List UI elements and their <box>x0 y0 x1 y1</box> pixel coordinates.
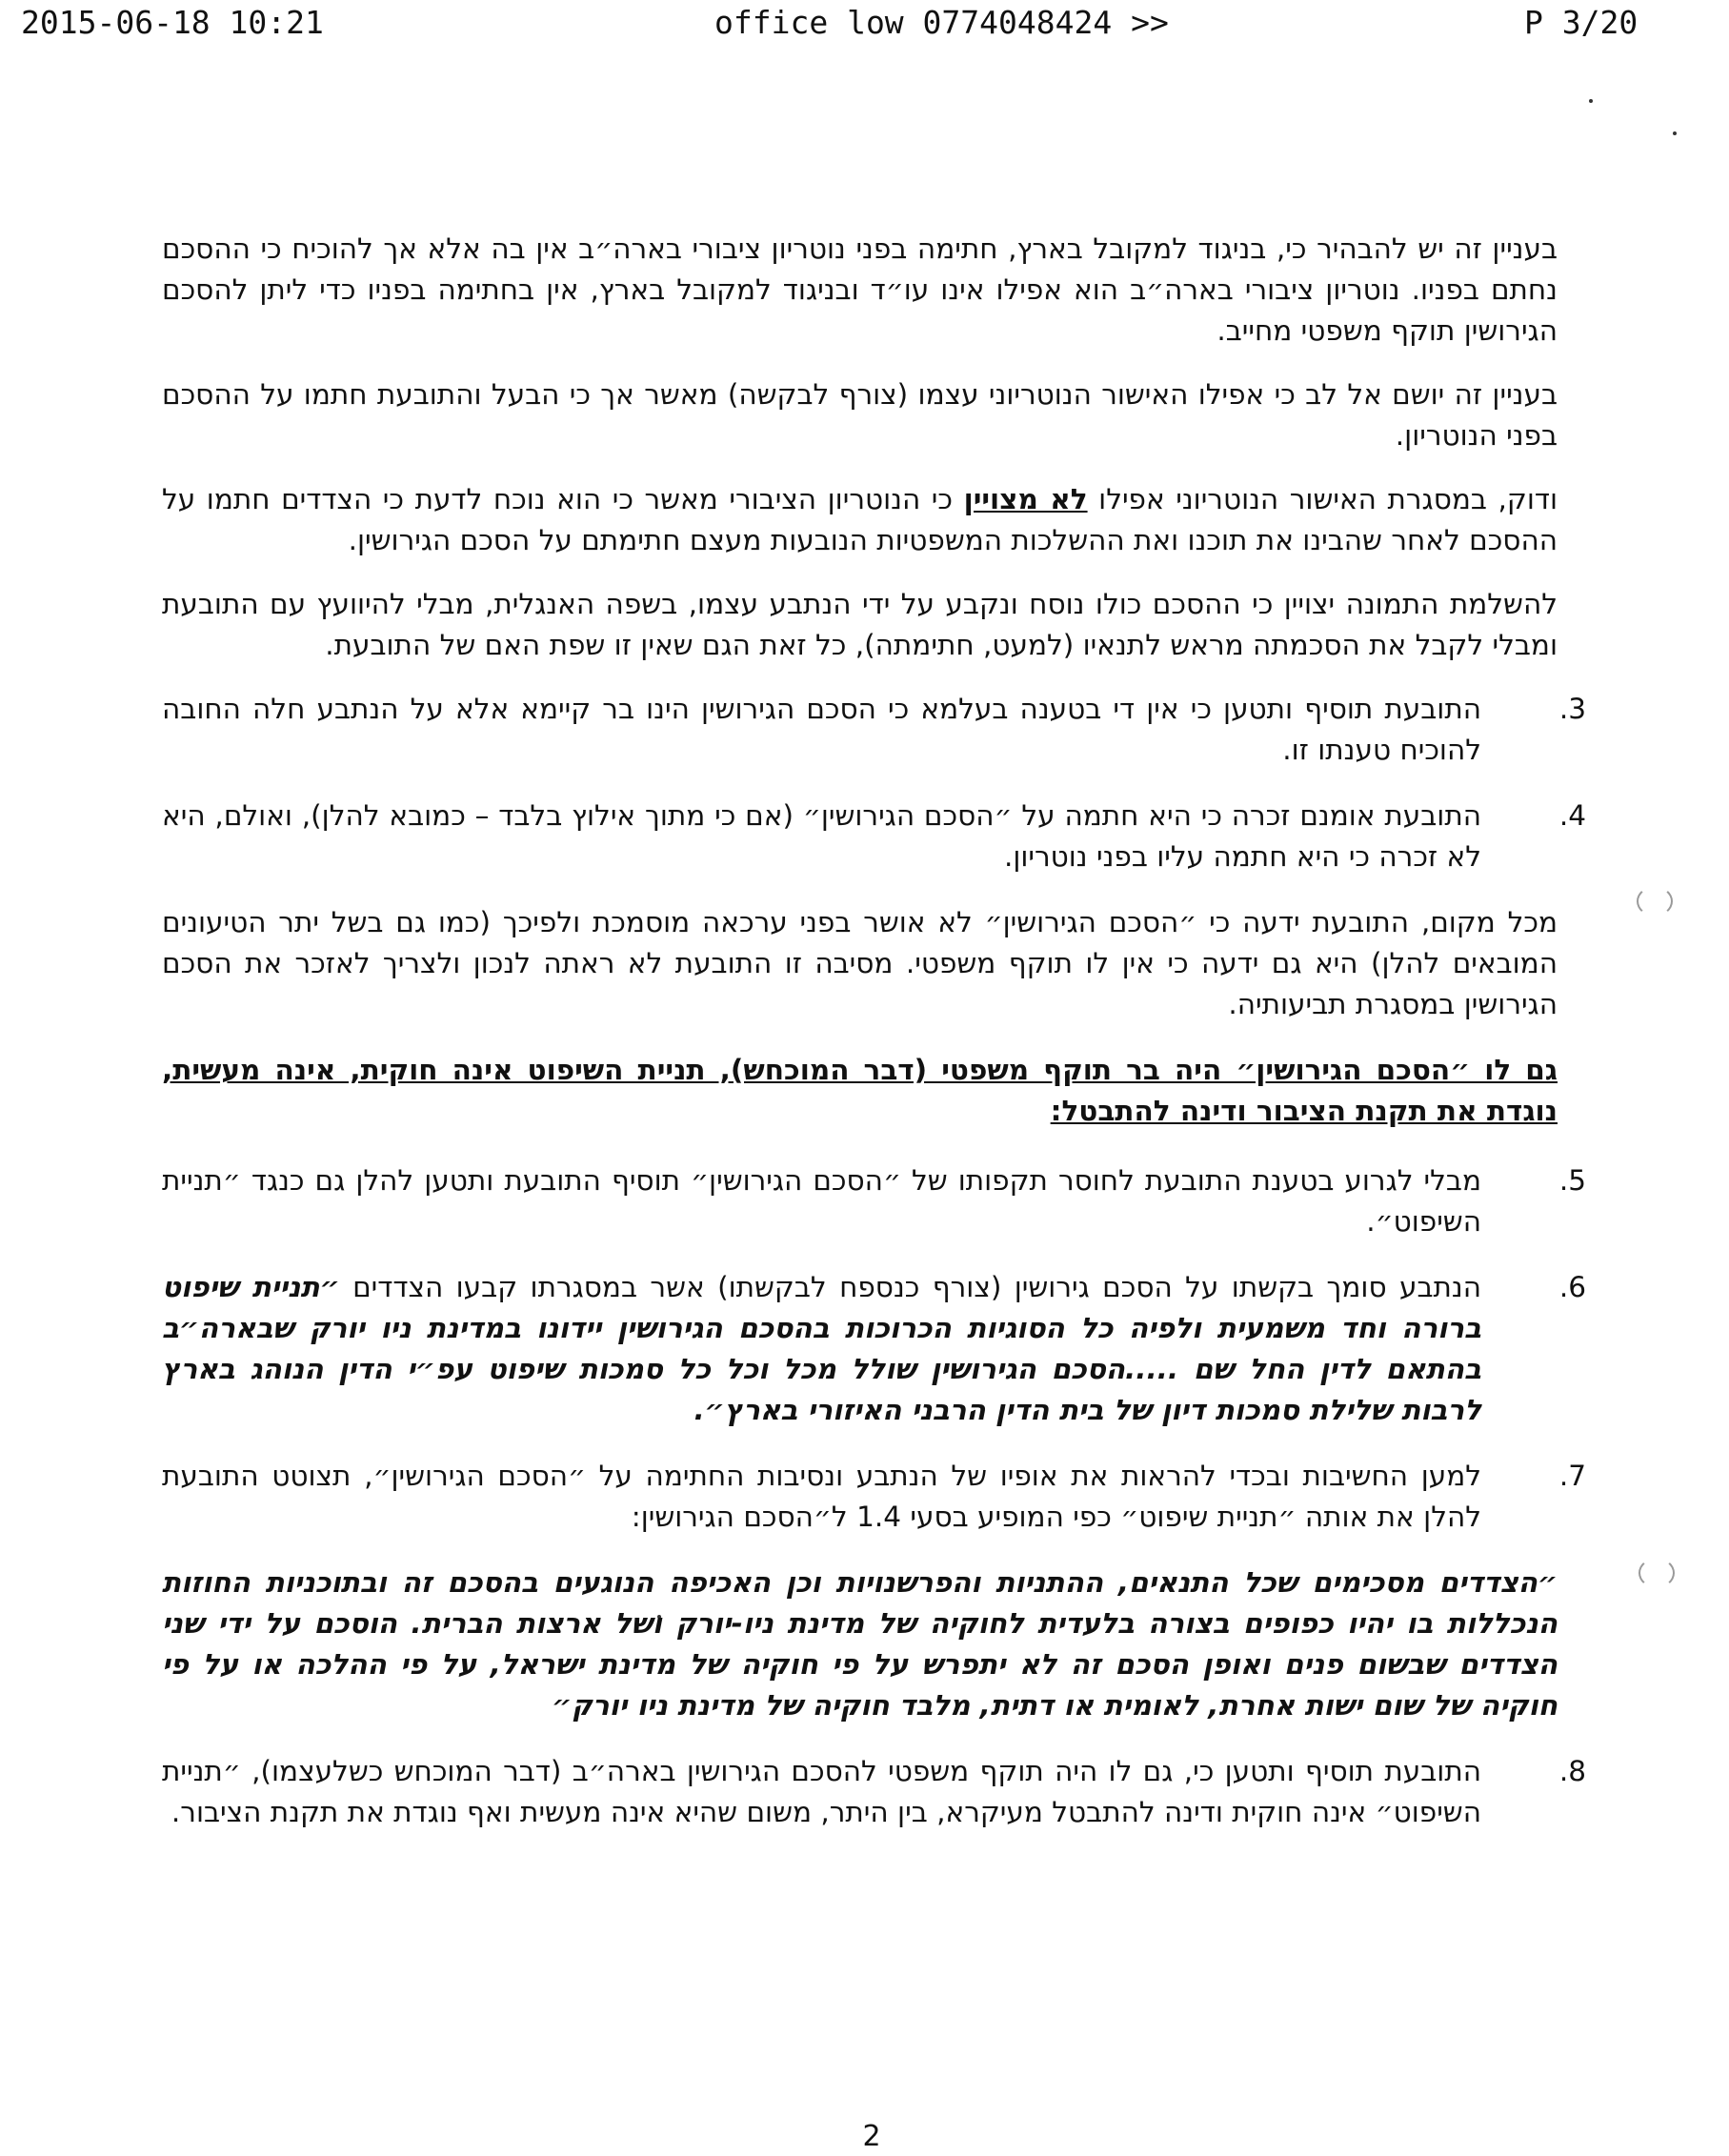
item-text: למען החשיבות ובכדי להראות את אופיו של הנתבע ונסיבות החתימה על ״הסכם הגירושין״, תצוטט התובעת להלן את אותה ״תניית שיפוט״ כפי המופיע בסעי 1.4 ל״הסכם הגירושין: <box>162 1460 1481 1533</box>
item-text: התובעת תוסיף ותטען כי אין די בטענה בעלמא כי הסכם הגירושין הינו בר קיימא אלא על הנתבע חלה החובה להוכיח טענתו זו. <box>162 693 1481 766</box>
fax-header <box>0 0 1729 57</box>
punch-hole-mark <box>1637 886 1673 917</box>
scan-speck <box>1589 99 1593 103</box>
numbered-item-8 <box>162 1751 1586 1833</box>
fax-datetime: 2015-06-18 10:21 <box>21 4 324 41</box>
numbered-item-5 <box>162 1160 1586 1242</box>
paragraph-completion: להשלמת התמונה יצויין כי ההסכם כולו נוסח ונקבע על ידי הנתבע עצמו, בשפה האנגלית, מבלי להיוועץ עם התובעת ומבלי לקבל את הסכמתה מראש לתנאיו (למעט, חתימתה), כל זאת הגם שאין זו שפת האם של התובעת. <box>162 588 1558 661</box>
numbered-item-6 <box>162 1267 1586 1431</box>
document-body <box>162 229 1586 1858</box>
item-text: מבלי לגרוע בטענת התובעת לחוסר תקפותו של ״הסכם הגירושין״ תוסיף התובעת ותטען להלן גם כנגד ״תניית השיפוט״. <box>162 1164 1481 1238</box>
paragraph-notary: בעניין זה יש להבהיר כי, בניגוד למקובל בארץ, חתימה בפני נוטריון ציבורי בארה״ב אין בה אלא אך להוכיח כי ההסכם נחתם בפניו. נוטריון ציבורי בארה״ב הוא אפילו אינו עו״ד ובניגוד למקובל בארץ, אין בחתימה בפניו כדי ליתן להסכם הגירושין תוקף משפטי מחייב. <box>162 232 1558 347</box>
paragraph-text: ודוק, במסגרת האישור הנוטריוני אפילו <box>1098 483 1558 515</box>
numbered-item-4 <box>162 796 1586 877</box>
item-text: התובעת אומנם זכרה כי היא חתמה על ״הסכם הגירושין״ (אם כי מתוך אילוץ בלבד – כמובא להלן), ואולם, היא לא זכרה כי היא חתמה עליו בפני נוטריון. <box>162 799 1481 873</box>
paragraph-notarial-approval: בעניין זה יושם אל לב כי אפילו האישור הנוטריוני עצמו (צורף לבקשה) מאשר אך כי הבעל והתובעת חתמו על ההסכם בפני הנוטריון. <box>162 378 1558 452</box>
item-number: .7 <box>1558 1460 1586 1492</box>
fax-sender: office low 0774048424 >> <box>714 4 1169 41</box>
numbered-item-3 <box>162 689 1586 771</box>
section-heading: גם לו ״הסכם הגירושין״ היה בר תוקף משפטי (דבר המוכחש), תניית השיפוט אינה חוקית, אינה מעשית, נוגדת את תקנת הציבור ודינה להתבטל: <box>162 1054 1558 1127</box>
item-text: התובעת תוסיף ותטען כי, גם לו היה תוקף משפטי להסכם הגירושין בארה״ב (דבר המוכחש כשלעצמו), ״תניית השיפוט״ אינה חוקית ודינה להתבטל מעיקרא, בין היתר, משום שהיא אינה מעשית ואף נוגדת את תקנת הציבור. <box>162 1755 1481 1828</box>
jurisdiction-clause-quote: ״הצדדים מסכימים שכל התנאים, ההתניות והפרשנויות וכן האכיפה הנוגעים בהסכם זה ובתוכניות החוזות הנכללות בו יהיו כפופים בצורה בלעדית לחוקיה של מדינת ניו-יורק ושל ארצות הברית. הוסכם על ידי שני הצדדים שבשום פנים ואופן הסכם זה לא יתפרש על פי חוקיה של מדינת ישראל, על פי ההלכה או על פי חוקיה של שום ישות אחרת, לאומית או דתית, מלבד חוקיה של מדינת ניו יורק״ <box>162 1566 1558 1722</box>
item-number: .8 <box>1558 1755 1586 1787</box>
item-4-continuation: מכל מקום, התובעת ידעה כי ״הסכם הגירושין״ לא אושר בפני ערכאה מוסמכת ולפיכך (כמו גם בשל יתר הטיעונים המובאים להלן) היא גם ידעה כי אין לו תוקף משפטי. מסיבה זו התובעת לא ראתה לנכון ולצריך לאזכר את הסכם הגירושין במסגרת תביעותיה. <box>162 906 1558 1020</box>
punch-hole-mark <box>1639 1558 1675 1588</box>
item-number: .5 <box>1558 1164 1586 1197</box>
item-number: .6 <box>1558 1271 1586 1303</box>
paragraph-not-stated <box>162 479 1586 561</box>
item-quote: ״תניית שיפוט ברורה וחד משמעית ולפיה כל הסוגיות הכרוכות בהסכם הגירושין יידונו במדינת ניו יורק שבארה״ב בהתאם לדין החל שם .....הסכם הגירושין שולל מכל וכל כל סמכות שיפוט עפ״י הדין הנוהג בארץ לרבות שלילת סמכות דיון של בית הדין הרבני האיזורי בארץ״. <box>162 1271 1481 1426</box>
item-text: הנתבע סומך בקשתו על הסכם גירושין (צורף כנספח לבקשתו) אשר במסגרתו קבעו הצדדים <box>352 1271 1481 1303</box>
numbered-item-7 <box>162 1456 1586 1538</box>
paragraph-text: כי הנוטריון הציבורי מאשר כי הוא נוכח לדעת כי הצדדים חתמו על ההסכם לאחר שהבינו את תוכנו ואת ההשלכות המשפטיות הנובעות מעצם חתימתם על הסכם הגירושין. <box>162 483 1558 556</box>
item-number: .4 <box>1558 799 1586 832</box>
scan-speck <box>1673 131 1677 135</box>
fax-page-indicator: P 3/20 <box>1524 4 1639 41</box>
page-number: 2 <box>862 2120 881 2153</box>
emphasis-not-stated: לא מצויין <box>963 483 1088 515</box>
item-number: .3 <box>1558 693 1586 725</box>
